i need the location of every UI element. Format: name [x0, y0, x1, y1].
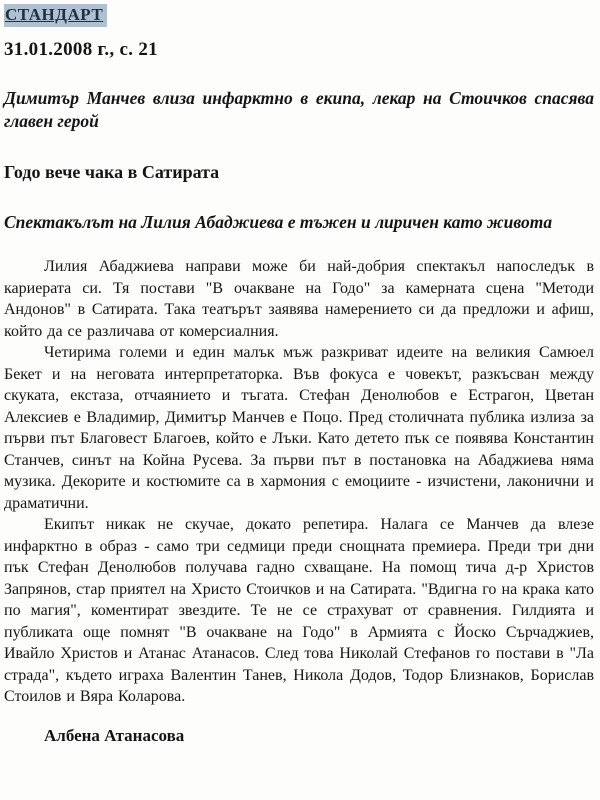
paragraph-1: Лилия Абаджиева направи може би най-добрия спектакъл напоследък в кариерата си. Тя постави "В очакване на Годо" за камерната сцена "Методи Андонов" в Сатирата. Така театърът заявява намерението си да предложи и афиш, който да се различава от комерсиалния.: [4, 258, 594, 340]
author-byline: Албена Атанасова: [44, 725, 185, 745]
paragraph-2: Четирима големи и един малък мъж разкриват идеите на великия Самюел Бекет и на неговата интерпретаторка. Във фокуса е човекът, разкъсван между скуката, екстаза, отчаянието и тъгата. Стефан Денолюбов е Естрагон, Цветан Алексиев е Владимир, Димитър Манчев е Поцо. Пред столичната публика излиза за първи път Благовест Благоев, който е Лъки. Като детето пък се появява Константин Станчев, синът на Койна Русева. За първи път в постановка на Абаджиева няма музика. Декорите и костюмите са в хармония с емоциите - изчистени, лаконични и драматични.: [4, 344, 594, 512]
masthead-title: СТАНДАРТ: [4, 4, 107, 27]
dateline: 31.01.2008 г., с. 21: [4, 39, 158, 60]
deck-subtitle: Спектакълът на Лилия Абаджиева е тъжен и лиричен като живота: [4, 212, 553, 232]
section-heading: Годо вече чака в Сатирата: [4, 162, 220, 182]
paragraph-3: Екипът никак не скучае, докато репетира. Налага се Манчев да влезе инфарктно в образ - само три седмици преди снощната премиера. Преди три дни пък Стефан Денолюбов получава гадно схващане. На помощ тича д-р Христов Запрянов, стар приятел на Христо Стоичков и на Сатирата. "Вдигна го на крака като по магия", коментират звездите. Те не се страхуват от сравнения. Гилдията и публиката още помнят "В очакване на Годо" в Армията с Йоско Сърчаджиев, Ивайло Христов и Атанас Атанасов. След това Николай Стефанов го постави в "Ла страда", където играха Валентин Танев, Никола Додов, Тодор Близнаков, Борислав Стоилов и Вяра Коларова.: [4, 516, 594, 705]
headline: Димитър Манчев влиза инфарктно в екипа, лекар на Стоичков спасява главен герой: [4, 88, 594, 131]
masthead-row: [4, 4, 594, 27]
